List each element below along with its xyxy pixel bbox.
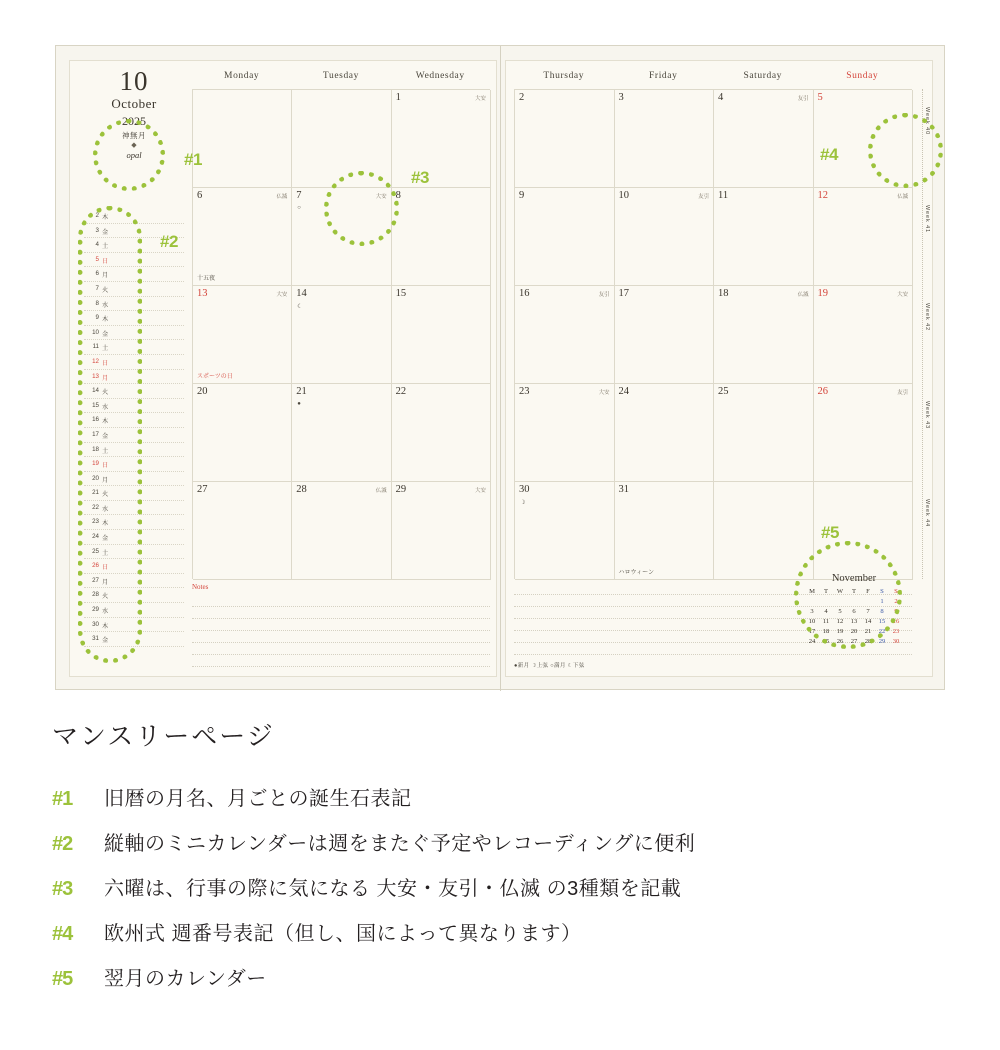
weekday-header: Tuesday bbox=[322, 71, 359, 81]
day-number: 4 bbox=[718, 92, 724, 103]
weekday-header-row-left bbox=[192, 71, 490, 87]
rail-day-weekday: 水 bbox=[102, 403, 109, 411]
notes-area bbox=[192, 583, 490, 671]
rail-day-row bbox=[84, 370, 184, 385]
rail-day-number: 18 bbox=[92, 445, 99, 453]
weekday-header: Thursday bbox=[543, 71, 585, 81]
day-number: 1 bbox=[395, 92, 401, 103]
mini-calendar-day[interactable]: 22 bbox=[878, 628, 886, 635]
rokuyo-label: 大安 bbox=[375, 194, 387, 200]
mini-calendar-day[interactable]: 21 bbox=[864, 628, 872, 635]
rail-day-number: 27 bbox=[92, 576, 99, 584]
calendar-day-cell[interactable] bbox=[814, 286, 914, 384]
rail-day-row bbox=[84, 574, 184, 589]
day-event-label: 十五夜 bbox=[197, 276, 216, 282]
mini-calendar-day[interactable]: 9 bbox=[894, 608, 898, 615]
mini-calendar-day[interactable]: 28 bbox=[864, 638, 872, 645]
calendar-day-cell[interactable] bbox=[392, 188, 491, 286]
annotation-tag-2: #2 bbox=[160, 232, 178, 251]
rail-day-row bbox=[84, 545, 184, 560]
mini-calendar-day[interactable]: 2 bbox=[894, 598, 898, 605]
next-month-table bbox=[805, 587, 903, 647]
feature-legend-list bbox=[52, 782, 952, 1007]
rail-day-number: 4 bbox=[95, 241, 99, 249]
mini-calendar-weekday: F bbox=[866, 588, 870, 595]
rail-day-row bbox=[84, 282, 184, 297]
planner-left-page bbox=[69, 60, 497, 677]
rail-day-weekday: 土 bbox=[102, 243, 109, 251]
mini-calendar-day[interactable]: 12 bbox=[836, 618, 844, 625]
vertical-mini-calendar bbox=[84, 209, 184, 664]
rail-day-row bbox=[84, 340, 184, 355]
calendar-day-cell[interactable] bbox=[292, 188, 391, 286]
rail-day-row bbox=[84, 267, 184, 282]
rail-day-weekday: 金 bbox=[102, 637, 109, 645]
week-number-label: Week 42 bbox=[924, 303, 930, 332]
rail-day-weekday: 木 bbox=[102, 214, 109, 221]
rail-day-weekday: 水 bbox=[102, 301, 109, 309]
mini-calendar-weekday: M bbox=[809, 588, 815, 595]
day-number: 12 bbox=[817, 190, 828, 201]
day-number: 18 bbox=[718, 288, 729, 299]
rail-day-weekday: 日 bbox=[102, 564, 109, 572]
calendar-day-cell[interactable] bbox=[714, 90, 814, 188]
calendar-day-cell[interactable] bbox=[292, 286, 391, 384]
calendar-day-cell[interactable] bbox=[292, 384, 391, 482]
weekday-header: Monday bbox=[224, 71, 260, 81]
mini-calendar-day[interactable]: 6 bbox=[852, 608, 856, 615]
rail-day-row bbox=[84, 618, 184, 633]
rail-day-weekday: 木 bbox=[102, 418, 109, 426]
day-number: 6 bbox=[197, 190, 203, 201]
planner-spread bbox=[55, 45, 945, 690]
rail-day-weekday: 土 bbox=[102, 345, 109, 353]
rokuyo-label: 仏滅 bbox=[897, 194, 908, 200]
rail-day-row bbox=[84, 311, 184, 326]
rail-day-number: 25 bbox=[92, 547, 99, 555]
feature-legend-number: #2 bbox=[52, 833, 73, 855]
mini-calendar-day[interactable]: 25 bbox=[822, 638, 830, 645]
mini-calendar-day[interactable]: 18 bbox=[822, 628, 830, 635]
calendar-day-cell[interactable] bbox=[615, 384, 715, 482]
feature-legend-item bbox=[52, 962, 952, 991]
rail-day-number: 16 bbox=[92, 416, 99, 424]
section-title: マンスリーページ bbox=[52, 721, 275, 751]
notes-rule bbox=[192, 643, 490, 655]
rail-day-number: 24 bbox=[92, 533, 99, 541]
day-number: 11 bbox=[718, 190, 729, 201]
rail-day-number: 11 bbox=[92, 343, 99, 351]
mini-calendar-weekday: W bbox=[836, 588, 844, 595]
rail-day-weekday: 水 bbox=[102, 608, 109, 616]
mini-calendar-day[interactable] bbox=[805, 597, 819, 607]
day-number: 9 bbox=[519, 190, 525, 201]
rail-day-row bbox=[84, 326, 184, 341]
feature-legend-number: #4 bbox=[52, 923, 73, 945]
rail-day-number: 7 bbox=[95, 284, 99, 292]
mini-calendar-day[interactable]: 23 bbox=[892, 628, 900, 635]
moon-phase-icon: ● bbox=[297, 401, 301, 407]
calendar-day-cell[interactable] bbox=[392, 384, 491, 482]
mini-calendar-day[interactable]: 27 bbox=[850, 638, 858, 645]
rail-day-weekday: 月 bbox=[102, 374, 109, 382]
mini-calendar-day[interactable]: 1 bbox=[880, 598, 884, 605]
moon-phase-legend: ●新月 ☽上弦 ○満月 ☾下弦 bbox=[514, 663, 585, 669]
mini-calendar-day[interactable]: 8 bbox=[880, 608, 884, 615]
week-number-label: Week 40 bbox=[924, 107, 930, 136]
rail-day-weekday: 木 bbox=[102, 520, 109, 528]
day-number: 26 bbox=[817, 386, 828, 397]
mini-calendar-day[interactable]: 26 bbox=[836, 638, 844, 645]
mini-calendar-day[interactable] bbox=[847, 597, 861, 607]
diamond-icon: ◆ bbox=[131, 140, 137, 149]
day-number: 7 bbox=[296, 190, 302, 201]
weekday-header: Friday bbox=[649, 71, 678, 81]
calendar-day-cell[interactable] bbox=[292, 482, 391, 580]
day-number: 30 bbox=[519, 484, 530, 495]
rokuyo-label: 大安 bbox=[598, 390, 610, 396]
rail-day-weekday: 金 bbox=[102, 432, 109, 440]
rokuyo-label: 大安 bbox=[897, 292, 908, 298]
rail-day-row bbox=[84, 486, 184, 501]
rail-day-weekday: 火 bbox=[102, 593, 109, 601]
rokuyo-label: 友引 bbox=[598, 292, 610, 298]
rokuyo-label: 仏滅 bbox=[276, 194, 288, 200]
feature-legend-number: #3 bbox=[52, 878, 73, 900]
feature-legend-number: #1 bbox=[52, 788, 73, 810]
rail-day-weekday: 水 bbox=[102, 505, 109, 513]
day-number: 14 bbox=[296, 288, 307, 299]
calendar-day-cell[interactable] bbox=[515, 90, 615, 188]
rail-day-number: 10 bbox=[92, 328, 99, 336]
rail-day-number: 23 bbox=[92, 518, 99, 526]
mini-calendar-weekday: T bbox=[823, 588, 829, 595]
calendar-day-cell[interactable] bbox=[392, 286, 491, 384]
rail-day-number: 3 bbox=[95, 226, 99, 234]
rokuyo-label: 大安 bbox=[475, 96, 486, 102]
rail-day-row bbox=[84, 559, 184, 574]
weekday-header: Sunday bbox=[846, 71, 879, 81]
rail-day-row bbox=[84, 253, 184, 268]
rail-day-weekday: 月 bbox=[102, 476, 109, 484]
calendar-day-cell[interactable] bbox=[515, 384, 615, 482]
annotation-tag-4: #4 bbox=[820, 145, 838, 164]
calendar-grid-right bbox=[514, 89, 912, 579]
calendar-day-cell[interactable] bbox=[814, 188, 914, 286]
week-number-label: Week 41 bbox=[924, 205, 930, 234]
day-number: 21 bbox=[296, 386, 307, 397]
annotation-tag-3: #3 bbox=[411, 168, 429, 187]
calendar-day-cell[interactable] bbox=[193, 384, 292, 482]
rail-day-number: 26 bbox=[92, 562, 99, 570]
mini-calendar-week-row bbox=[805, 637, 903, 647]
mini-calendar-day[interactable]: 5 bbox=[838, 608, 842, 615]
day-number: 5 bbox=[817, 92, 823, 103]
moon-phase-icon: ☾ bbox=[297, 304, 303, 310]
weekday-header: Saturday bbox=[743, 71, 783, 81]
rail-day-row bbox=[84, 297, 184, 312]
calendar-day-cell[interactable] bbox=[193, 188, 292, 286]
rokuyo-label: 仏滅 bbox=[375, 488, 387, 494]
calendar-day-cell[interactable] bbox=[615, 482, 715, 580]
day-number: 29 bbox=[395, 484, 407, 495]
rail-day-weekday: 木 bbox=[102, 622, 109, 630]
calendar-grid-left bbox=[192, 89, 490, 579]
day-number: 13 bbox=[197, 288, 208, 299]
mini-calendar-day[interactable]: 16 bbox=[892, 618, 900, 625]
rail-day-number: 15 bbox=[92, 401, 99, 409]
mini-calendar-weekday: S bbox=[894, 588, 898, 595]
rail-day-row bbox=[84, 355, 184, 370]
mini-calendar-day[interactable]: 7 bbox=[866, 608, 870, 615]
calendar-day-cell[interactable] bbox=[193, 90, 292, 188]
month-title-block bbox=[78, 67, 190, 162]
calendar-day-cell[interactable] bbox=[193, 482, 292, 580]
calendar-day-cell[interactable] bbox=[515, 188, 615, 286]
rail-day-number: 17 bbox=[92, 430, 99, 438]
calendar-day-cell[interactable] bbox=[615, 188, 715, 286]
calendar-day-cell[interactable] bbox=[714, 384, 814, 482]
birthstone-name: opal bbox=[126, 150, 142, 161]
next-month-title: November bbox=[831, 573, 877, 584]
rail-day-weekday: 金 bbox=[102, 228, 109, 236]
day-number: 25 bbox=[718, 386, 729, 397]
rail-day-number: 6 bbox=[95, 270, 99, 278]
rokuyo-label: 仏滅 bbox=[797, 292, 809, 298]
day-number: 22 bbox=[395, 386, 407, 397]
rail-day-number: 30 bbox=[92, 620, 99, 628]
rail-day-number: 29 bbox=[92, 606, 99, 614]
rail-day-row bbox=[84, 501, 184, 516]
day-number: 28 bbox=[296, 484, 307, 495]
mini-calendar-week-row bbox=[805, 597, 903, 607]
feature-legend-text: 縦軸のミニカレンダーは週をまたぐ予定やレコーディングに便利 bbox=[104, 833, 696, 855]
rail-day-number: 13 bbox=[92, 372, 99, 380]
mini-calendar-day[interactable]: 3 bbox=[810, 608, 814, 615]
annotation-tag-1: #1 bbox=[184, 150, 202, 169]
mini-calendar-day[interactable]: 14 bbox=[864, 618, 872, 625]
calendar-day-cell[interactable] bbox=[515, 286, 615, 384]
mini-calendar-day[interactable] bbox=[819, 597, 833, 607]
rail-day-weekday: 土 bbox=[102, 447, 109, 455]
rail-day-row bbox=[84, 603, 184, 618]
rail-day-row bbox=[84, 413, 184, 428]
feature-legend-text: 翌月のカレンダー bbox=[104, 968, 267, 990]
mini-calendar-day[interactable]: 11 bbox=[822, 618, 830, 625]
day-number: 2 bbox=[519, 92, 525, 103]
rail-day-weekday: 火 bbox=[102, 491, 109, 499]
notes-rule bbox=[192, 631, 490, 643]
rail-day-row bbox=[84, 384, 184, 399]
calendar-day-cell[interactable] bbox=[515, 482, 615, 580]
feature-legend-text: 欧州式 週番号表記（但し、国によって異なります） bbox=[104, 923, 582, 945]
calendar-day-cell[interactable] bbox=[392, 482, 491, 580]
rokuyo-label: 大安 bbox=[276, 292, 288, 298]
feature-legend-number: #5 bbox=[52, 968, 73, 990]
rail-day-number: 19 bbox=[92, 460, 99, 468]
feature-legend-item bbox=[52, 782, 952, 811]
day-number: 3 bbox=[618, 92, 624, 103]
week-number-label: Week 43 bbox=[924, 401, 930, 430]
rail-day-row bbox=[84, 515, 184, 530]
mini-calendar-day[interactable]: 24 bbox=[808, 638, 816, 645]
rail-day-row bbox=[84, 457, 184, 472]
calendar-day-cell[interactable] bbox=[714, 188, 814, 286]
rail-day-weekday: 金 bbox=[102, 330, 109, 338]
rail-day-weekday: 日 bbox=[102, 359, 109, 367]
weekday-header: Wednesday bbox=[415, 71, 465, 81]
rokuyo-label: 友引 bbox=[797, 96, 809, 102]
day-number: 23 bbox=[519, 386, 530, 397]
rail-day-weekday: 月 bbox=[102, 578, 109, 586]
notes-rule bbox=[192, 595, 490, 607]
notes-label: Notes bbox=[192, 583, 209, 591]
month-name-japanese: 神無月 bbox=[122, 130, 146, 140]
moon-phase-icon: ☽ bbox=[520, 500, 526, 506]
day-number: 20 bbox=[197, 386, 208, 397]
annotation-tag-5: #5 bbox=[821, 523, 839, 542]
notes-rule bbox=[192, 619, 490, 631]
rail-day-row bbox=[84, 530, 184, 545]
rail-day-row bbox=[84, 428, 184, 443]
weekday-header-row-right bbox=[514, 71, 912, 87]
rail-day-weekday: 金 bbox=[102, 535, 109, 543]
mini-calendar-day[interactable] bbox=[861, 597, 875, 607]
rail-day-weekday: 火 bbox=[102, 389, 109, 397]
feature-legend-text: 旧暦の月名、月ごとの誕生石表記 bbox=[104, 788, 412, 810]
day-number: 15 bbox=[395, 288, 407, 299]
mini-calendar-day[interactable]: 30 bbox=[892, 638, 900, 645]
rail-day-number: 12 bbox=[92, 357, 99, 365]
day-number: 27 bbox=[197, 484, 208, 495]
rail-day-weekday: 木 bbox=[102, 316, 109, 324]
mini-calendar-week-row bbox=[805, 617, 903, 627]
mini-calendar-header-row bbox=[805, 587, 903, 597]
mini-calendar-week-row bbox=[805, 627, 903, 637]
mini-calendar-day[interactable]: 20 bbox=[850, 628, 858, 635]
rail-day-weekday: 日 bbox=[102, 257, 109, 265]
calendar-day-cell[interactable] bbox=[814, 90, 914, 188]
rail-day-weekday: 日 bbox=[102, 462, 109, 470]
rail-day-number: 20 bbox=[92, 474, 99, 482]
feature-legend-item bbox=[52, 827, 952, 856]
day-number: 31 bbox=[618, 484, 629, 495]
calendar-day-cell[interactable] bbox=[193, 286, 292, 384]
day-event-label: スポーツの日 bbox=[197, 374, 233, 380]
day-event-label: ハロウィーン bbox=[618, 570, 655, 576]
day-number: 16 bbox=[519, 288, 530, 299]
mini-calendar-day[interactable]: 17 bbox=[808, 628, 816, 635]
rail-day-row bbox=[84, 472, 184, 487]
calendar-day-cell[interactable] bbox=[714, 482, 814, 580]
feature-legend-item bbox=[52, 917, 952, 946]
day-number: 19 bbox=[817, 288, 828, 299]
rail-day-number: 14 bbox=[92, 387, 99, 395]
rail-day-number: 31 bbox=[92, 635, 99, 643]
mini-calendar-day[interactable]: 10 bbox=[808, 618, 816, 625]
rail-day-number: 2 bbox=[95, 212, 99, 219]
rail-day-weekday: 火 bbox=[102, 286, 109, 294]
planner-right-page bbox=[505, 60, 933, 677]
rail-day-number: 5 bbox=[95, 255, 99, 263]
mini-calendar-weekday: T bbox=[851, 588, 857, 595]
rail-day-number: 28 bbox=[92, 591, 99, 599]
rail-day-weekday: 月 bbox=[102, 272, 109, 280]
calendar-day-cell[interactable] bbox=[714, 286, 814, 384]
feature-legend-item bbox=[52, 872, 952, 901]
rail-day-row bbox=[84, 632, 184, 647]
rail-day-row bbox=[84, 209, 184, 224]
day-number: 8 bbox=[395, 190, 401, 201]
month-number: 10 bbox=[119, 66, 149, 96]
rokuyo-label: 友引 bbox=[897, 390, 908, 396]
rail-day-number: 22 bbox=[92, 503, 99, 511]
calendar-day-cell[interactable] bbox=[292, 90, 391, 188]
week-number-label: Week 44 bbox=[924, 499, 930, 528]
mini-calendar-day[interactable]: 19 bbox=[836, 628, 844, 635]
notes-rule bbox=[192, 655, 490, 667]
mini-calendar-week-row bbox=[805, 607, 903, 617]
calendar-day-cell[interactable] bbox=[615, 286, 715, 384]
notes-rule bbox=[192, 607, 490, 619]
rail-day-number: 9 bbox=[95, 314, 99, 322]
month-name-english: October bbox=[111, 96, 157, 112]
rokuyo-label: 大安 bbox=[475, 488, 486, 494]
rail-day-number: 8 bbox=[95, 299, 99, 307]
mini-calendar-day[interactable]: 4 bbox=[824, 608, 828, 615]
mini-calendar-weekday: S bbox=[880, 588, 884, 595]
calendar-day-cell[interactable] bbox=[392, 90, 491, 188]
calendar-day-cell[interactable] bbox=[615, 90, 715, 188]
rail-day-row bbox=[84, 399, 184, 414]
rokuyo-label: 友引 bbox=[698, 194, 709, 200]
mini-calendar-day[interactable]: 13 bbox=[850, 618, 858, 625]
feature-legend-text: 六曜は、行事の際に気になる 大安・友引・仏滅 の3種類を記載 bbox=[104, 878, 682, 900]
moon-phase-icon: ○ bbox=[297, 205, 301, 211]
rail-day-row bbox=[84, 443, 184, 458]
next-month-mini-calendar bbox=[798, 573, 910, 647]
rail-day-row bbox=[84, 588, 184, 603]
rail-day-weekday: 土 bbox=[102, 549, 109, 557]
month-year: 2025 bbox=[122, 114, 146, 129]
day-number: 10 bbox=[618, 190, 629, 201]
mini-calendar-day[interactable] bbox=[833, 597, 847, 607]
day-number: 24 bbox=[618, 386, 629, 397]
spread-spine bbox=[500, 46, 501, 691]
week-number-rail bbox=[916, 89, 930, 579]
mini-calendar-day[interactable]: 29 bbox=[878, 638, 886, 645]
mini-calendar-day[interactable]: 15 bbox=[878, 618, 886, 625]
calendar-day-cell[interactable] bbox=[814, 384, 914, 482]
day-number: 17 bbox=[618, 288, 629, 299]
rail-day-number: 21 bbox=[92, 489, 99, 497]
